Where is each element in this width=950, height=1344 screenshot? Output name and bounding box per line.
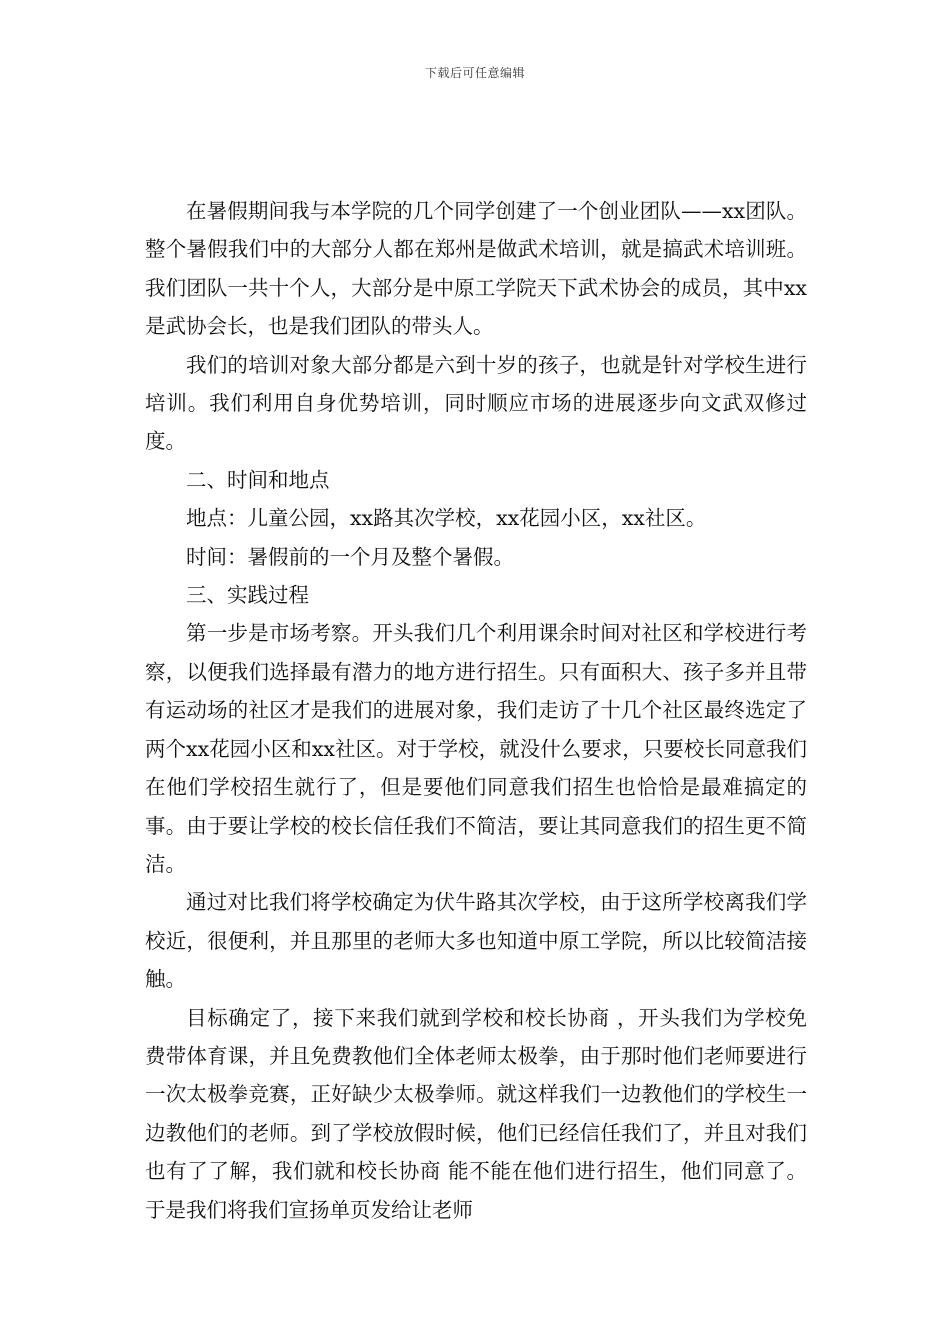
paragraph-school-choice: 通过对比我们将学校确定为伏牛路其次学校，由于这所学校离我们学校近，很便利，并且那里的老师大多也知道中原工学院，所以比较简洁接触。 <box>145 890 807 992</box>
section-heading-practice: 三、实践过程 <box>186 583 309 608</box>
paragraph-place: 地点：儿童公园，xx路其次学校，xx花园小区，xx社区。 <box>186 506 707 531</box>
paragraph-time: 时间：暑假前的一个月及整个暑假。 <box>186 544 514 569</box>
paragraph-negotiation: 目标确定了，接下来我们就到学校和校长协商 ，开头我们为学校免费带体育课，并且免费教他们全体老师太极拳，由于那时他们老师要进行一次太极拳竞赛，正好缺少太极拳师。就这样我们一边教他们的学校生一边教他们的老师。到了学校放假时候，他们已经信任我们了，并且对我们也有了了解，我们就和校长协商 能不能在他们进行招生，他们同意了。于是我们将我们宣扬单页发给让老师 <box>145 1005 807 1222</box>
paragraph-training-target: 我们的培训对象大部分都是六到十岁的孩子，也就是针对学校生进行培训。我们利用自身优势培训，同时顺应市场的进展逐步向文武双修过度。 <box>145 352 807 454</box>
paragraph-team-intro: 在暑假期间我与本学院的几个同学创建了一个创业团队——xx团队。整个暑假我们中的大部分人都在郑州是做武术培训，就是搞武术培训班。我们团队一共十个人，大部分是中原工学院天下武术协会的成员，其中xx是武协会长，也是我们团队的带头人。 <box>145 199 807 339</box>
page-header: 下载后可任意编辑 <box>424 66 525 80</box>
section-heading-time-place: 二、时间和地点 <box>186 467 330 492</box>
document-body <box>145 192 807 1229</box>
paragraph-market-survey: 第一步是市场考察。开头我们几个利用课余时间对社区和学校进行考察，以便我们选择最有潜力的地方进行招生。只有面积大、孩子多并且带有运动场的社区才是我们的进展对象，我们走访了十几个社区最终选定了两个xx花园小区和xx社区。对于学校，就没什么要求，只要校长同意我们在他们学校招生就行了，但是要他们同意我们招生也恰恰是最难搞定的事。由于要让学校的校长信任我们不简洁，要让其同意我们的招生更不简洁。 <box>145 621 807 876</box>
